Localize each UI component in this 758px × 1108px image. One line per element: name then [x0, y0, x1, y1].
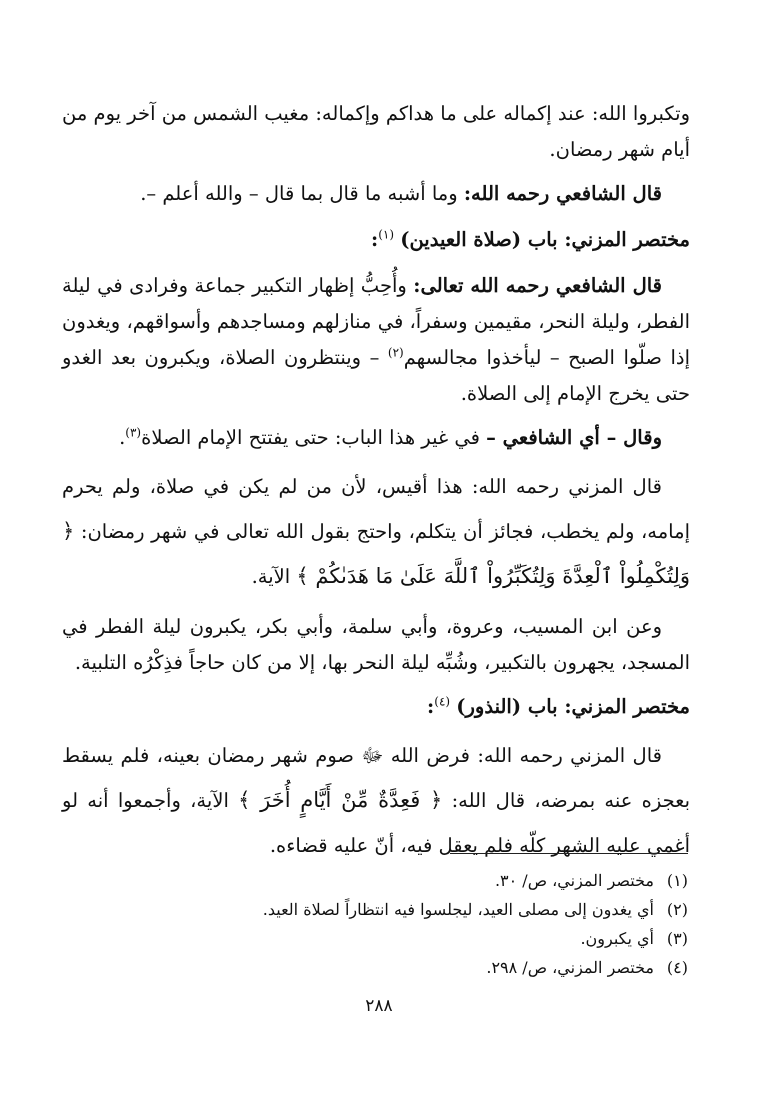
footnote-number: (١) — [666, 871, 688, 890]
footnote-item — [90, 895, 688, 924]
footnotes — [90, 866, 688, 982]
paragraph-4-speaker: وقال – أي الشافعي – — [486, 426, 662, 449]
footnote-marker-4: (٤) — [434, 694, 451, 709]
paragraph-1 — [62, 96, 690, 168]
footnote-marker-1: (١) — [378, 227, 395, 242]
quran-verse-2: ﴿ فَعِدَّةٌ مِّنْ أَيَّامٍ أُخَرَ ﴾ — [238, 788, 443, 812]
paragraph-1-text: وتكبروا الله: عند إكماله على ما هداكم وإكماله: مغيب الشمس من آخر يوم من أيام شهر رمضان. — [62, 102, 690, 161]
heading-2-label: مختصر المزني: باب (النذور) — [456, 695, 690, 718]
footnote-marker-2: (٢) — [387, 345, 404, 360]
footnote-number: (٢) — [666, 900, 688, 919]
paragraph-2-text: وما أشبه ما قال بما قال – والله أعلم –. — [140, 182, 464, 205]
paragraph-6 — [62, 609, 690, 681]
section-heading-eid-prayer — [62, 222, 690, 258]
paragraph-7-text-b: الآية، وأجمعوا أنه لو أغمي عليه الشهر كلّه فلم يعقل فيه، أنّ عليه قضاءه. — [62, 789, 690, 857]
quran-verse-1: ﴿ وَلِتُكْمِلُواْ ٱلْعِدَّةَ وَلِتُكَبِّرُواْ ٱللَّهَ عَلَىٰ مَا هَدَىٰكُمْ ﴾ — [62, 519, 690, 588]
paragraph-7-text-a: قال المزني رحمه الله: فرض الله ﷻ صوم شهر رمضان بعينه، فلم يسقط بعجزه عنه بمرضه، قال الله: — [62, 744, 690, 812]
footnote-number: (٣) — [666, 929, 688, 948]
paragraph-2-speaker: قال الشافعي رحمه الله: — [463, 182, 662, 205]
paragraph-6-text: وعن ابن المسيب، وعروة، وأبي سلمة، وأبي بكر، يكبرون ليلة الفطر في المسجد، يجهرون بالتكبير، وشُبِّه ليلة النحر بها، إلا من كان حاجاً فذِكْرُه التلبية. — [62, 615, 690, 674]
paragraph-3 — [62, 268, 690, 412]
paragraph-4-end: . — [119, 426, 126, 449]
paragraph-4 — [62, 420, 690, 456]
paragraph-3-text-a: وأُحِبُّ إظهار التكبير جماعة وفرادى في ليلة الفطر، وليلة النحر، مقيمين وسفراً، في منازلهم ومساجدهم وأسواقهم، ويغدون إذا صلّوا الصبح – ليأخذوا مجالسهم — [62, 274, 690, 369]
paragraph-5-text-b: الآية. — [251, 565, 297, 588]
paragraph-5 — [62, 464, 690, 599]
heading-2-colon: : — [427, 695, 435, 718]
paragraph-7 — [62, 733, 690, 868]
paragraph-3-speaker: قال الشافعي رحمه الله تعالى: — [413, 274, 663, 297]
paragraph-5-text-a: قال المزني رحمه الله: هذا أقيس، لأن من لم يكن في صلاة، ولم يحرم إمامه، ولم يخطب، فجائز أن يتكلم، واحتج بقول الله تعالى في شهر رمضان: — [62, 475, 690, 543]
footnote-item — [90, 866, 688, 895]
page-number: ٢٨٨ — [365, 996, 393, 1016]
heading-1-colon: : — [371, 228, 379, 251]
paragraph-2 — [62, 176, 690, 212]
footnote-marker-3: (٣) — [125, 425, 142, 440]
section-heading-vows — [62, 689, 690, 725]
footnote-text: أي يغدون إلى مصلى العيد، ليجلسوا فيه انتظاراً لصلاة العيد. — [262, 900, 654, 919]
heading-1-label: مختصر المزني: باب (صلاة العيدين) — [400, 228, 690, 251]
main-text — [62, 96, 690, 868]
footnote-item — [90, 953, 688, 982]
footnote-text: مختصر المزني، ص/ ٣٠. — [494, 871, 654, 890]
paragraph-3-text-b: – وينتظرون الصلاة، ويكبرون بعد الغدو حتى يخرج الإمام إلى الصلاة. — [62, 346, 690, 405]
footnote-number: (٤) — [666, 958, 688, 977]
footnote-text: أي يكبرون. — [580, 929, 654, 948]
footnote-separator — [450, 853, 688, 854]
footnote-item — [90, 924, 688, 953]
footnote-text: مختصر المزني، ص/ ٢٩٨. — [486, 958, 654, 977]
paragraph-4-text: في غير هذا الباب: حتى يفتتح الإمام الصلاة — [141, 426, 487, 449]
